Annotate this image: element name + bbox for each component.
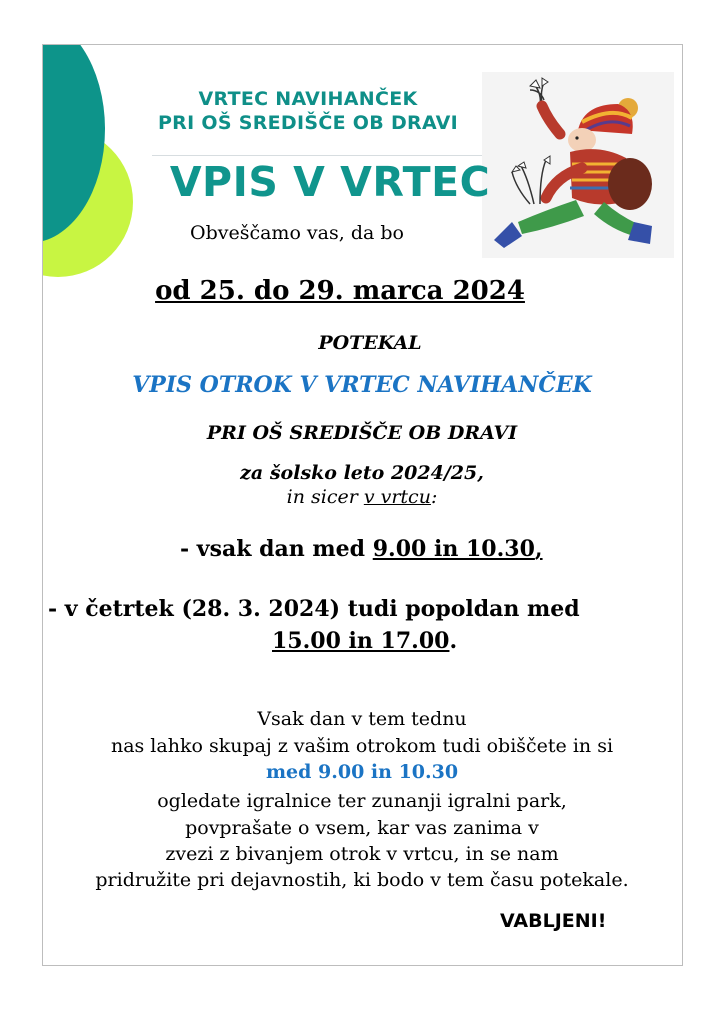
location-suffix: : <box>430 486 438 508</box>
bullet-daily-suffix: , <box>534 536 543 562</box>
paragraph-line-6: zvezi z bivanjem otrok v vrtcu, in se nam <box>165 843 559 865</box>
bullet-daily-prefix: - vsak dan med <box>180 536 373 562</box>
location-line <box>0 486 724 508</box>
page-title: VPIS V VRTEC <box>169 158 491 206</box>
school-year-line: za šolsko leto 2024/25, <box>240 462 484 484</box>
location-place: v vrtcu <box>363 486 431 508</box>
paragraph-highlight-time: med 9.00 in 10.30 <box>265 761 459 783</box>
bullet-thursday-suffix: . <box>449 628 458 654</box>
kindergarten-name: VRTEC NAVIHANČEK <box>198 88 418 110</box>
paragraph-line-7: pridružite pri dejavnostih, ki bodo v tem času potekale. <box>95 869 629 891</box>
bullet-thursday-time-line <box>272 628 572 654</box>
school-name: PRI OŠ SREDIŠČE OB DRAVI <box>157 112 459 134</box>
location-prefix: in sicer <box>286 486 364 508</box>
bullet-daily <box>180 536 600 562</box>
paragraph-line-1: Vsak dan v tem tednu <box>257 708 467 730</box>
header-divider <box>152 155 482 156</box>
enrollment-heading: VPIS OTROK V VRTEC NAVIHANČEK <box>132 372 592 398</box>
closing-invitation: VABLJENI! <box>500 910 607 932</box>
bullet-thursday-time: 15.00 in 17.00 <box>272 628 450 654</box>
potekal-text: POTEKAL <box>318 332 422 354</box>
intro-text: Obveščamo vas, da bo <box>190 222 404 244</box>
bullet-daily-time: 9.00 in 10.30 <box>372 536 535 562</box>
paragraph-line-5: povprašate o vsem, kar vas zanima v <box>185 817 539 839</box>
paragraph-line-2: nas lahko skupaj z vašim otrokom tudi obiščete in si <box>110 735 614 757</box>
enrollment-dates: od 25. do 29. marca 2024 <box>155 276 525 306</box>
bullet-thursday: - v četrtek (28. 3. 2024) tudi popoldan med <box>48 596 580 622</box>
paragraph-line-4: ogledate igralnice ter zunanji igralni park, <box>157 790 567 812</box>
school-line: PRI OŠ SREDIŠČE OB DRAVI <box>206 422 518 444</box>
